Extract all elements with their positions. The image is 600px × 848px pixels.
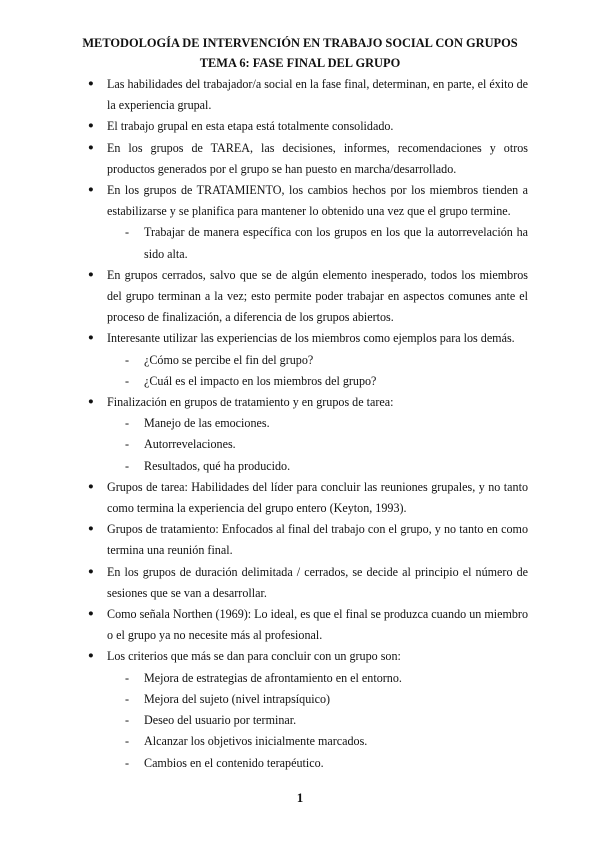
document-subtitle: TEMA 6: FASE FINAL DEL GRUPO (199, 56, 401, 70)
sub-list-item: - Resultados, qué ha producido. (88, 456, 528, 477)
list-item: ● Grupos de tratamiento: Enfocados al final del trabajo con el grupo, y no tanto en como termina una reunión final. (88, 519, 528, 561)
document-title: METODOLOGÍA DE INTERVENCIÓN EN TRABAJO SOCIAL CON GRUPOS (82, 36, 518, 50)
list-item: ● En grupos cerrados, salvo que se de algún elemento inesperado, todos los miembros del grupo terminan a la vez; esto permite poder trabajar en aspectos comunes ante el proceso de finalización, a diferencia de los grupos abiertos. (88, 265, 528, 329)
sub-list-item: - Trabajar de manera específica con los grupos en los que la autorrevelación ha sido alta. (88, 222, 528, 264)
list-item: ● El trabajo grupal en esta etapa está totalmente consolidado. (88, 116, 528, 137)
sub-list-item: - Mejora del sujeto (nivel intrapsíquico) (88, 689, 528, 710)
list-item: ● En los grupos de TRATAMIENTO, los cambios hechos por los miembros tienden a estabilizarse y se planifica para mantener lo obtenido una vez que el grupo termine. (88, 180, 528, 222)
list-item: ● Como señala Northen (1969): Lo ideal, es que el final se produzca cuando un miembro o el grupo ya no necesite más al profesional. (88, 604, 528, 646)
sub-list-item: - Autorrevelaciones. (88, 434, 528, 455)
list-item: ● En los grupos de duración delimitada / cerrados, se decide al principio el número de sesiones que se van a desarrollar. (88, 562, 528, 604)
sub-list-item: - Mejora de estrategias de afrontamiento en el entorno. (88, 668, 528, 689)
sub-list-item: - ¿Cuál es el impacto en los miembros del grupo? (88, 371, 528, 392)
list-item: ● Finalización en grupos de tratamiento y en grupos de tarea: (88, 392, 528, 413)
bullet-list (88, 74, 528, 774)
sub-list-item: - Deseo del usuario por terminar. (88, 710, 528, 731)
list-item: ● Los criterios que más se dan para concluir con un grupo son: (88, 646, 528, 667)
sub-list-item: - Alcanzar los objetivos inicialmente marcados. (88, 731, 528, 752)
list-item: ● Grupos de tarea: Habilidades del líder para concluir las reuniones grupales, y no tanto como termina la experiencia del grupo entero (Keyton, 1993). (88, 477, 528, 519)
page-number: 1 (296, 790, 304, 805)
sub-list-item: - ¿Cómo se percibe el fin del grupo? (88, 350, 528, 371)
list-item: ● Interesante utilizar las experiencias de los miembros como ejemplos para los demás. (88, 328, 528, 349)
list-item: ● En los grupos de TAREA, las decisiones, informes, recomendaciones y otros productos generados por el grupo se han puesto en marcha/desarrollado. (88, 138, 528, 180)
list-item: ● Las habilidades del trabajador/a social en la fase final, determinan, en parte, el éxito de la experiencia grupal. (88, 74, 528, 116)
sub-list-item: - Manejo de las emociones. (88, 413, 528, 434)
sub-list-item: - Cambios en el contenido terapéutico. (88, 753, 528, 774)
